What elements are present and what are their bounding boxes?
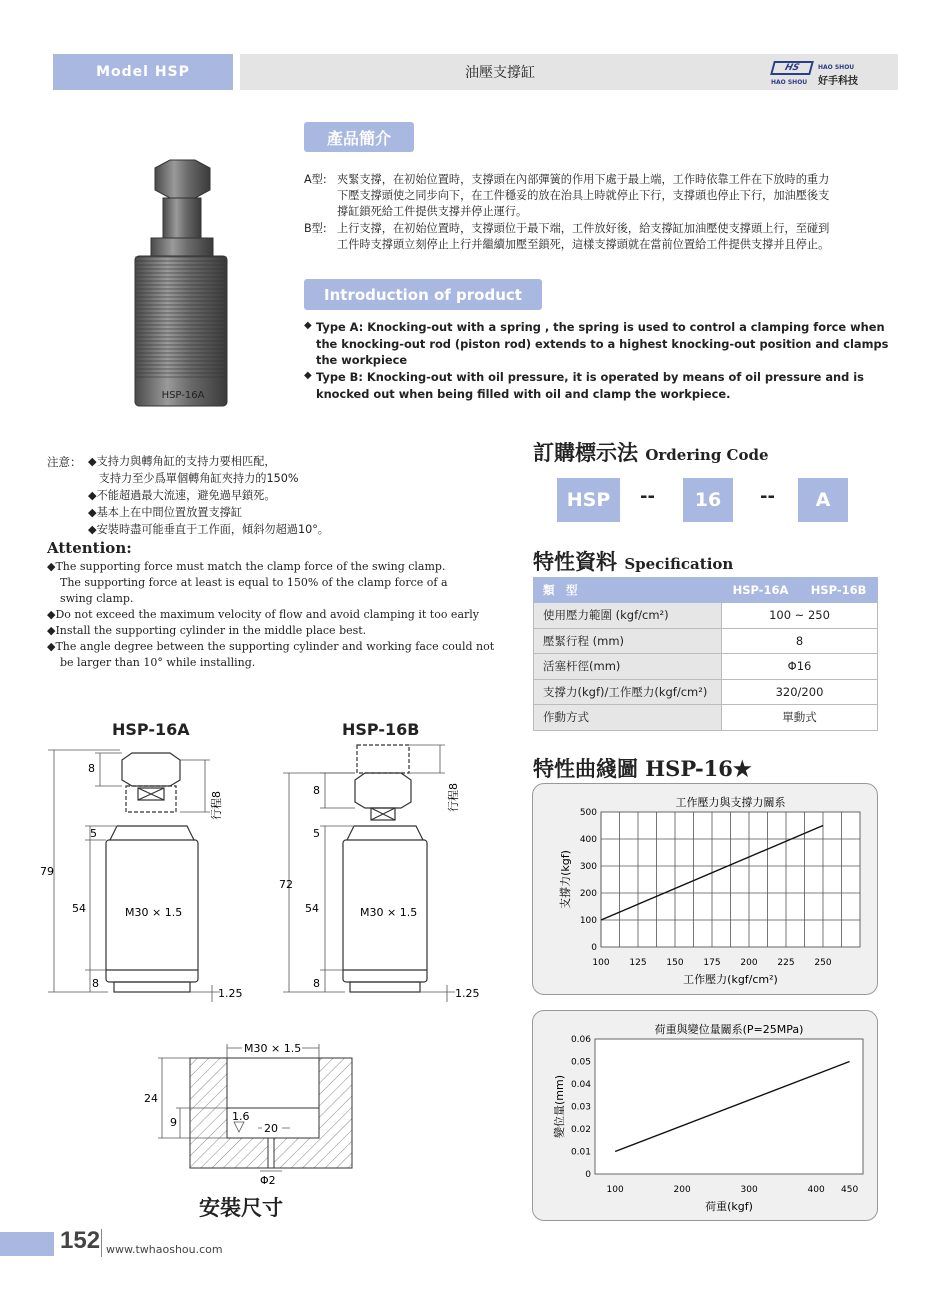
install-shoulder: 9 [170, 1116, 177, 1129]
intro-cn-heading: 產品簡介 [304, 122, 414, 152]
order-code-type: A [798, 478, 848, 522]
plot-area [595, 1039, 863, 1174]
spec-header-type: 類 型 [534, 578, 722, 603]
drawing-install [140, 1036, 370, 1186]
dim-gap: 1.25 [218, 987, 243, 1000]
table-row [534, 654, 878, 680]
note-item: ◆支持力與轉角缸的支持力要相匹配， [88, 455, 276, 468]
notes-list [88, 453, 329, 538]
spec-header-b: HSP-16B [800, 578, 878, 603]
x-tick-label: 225 [777, 958, 795, 968]
dim-thread: M30 × 1.5 [360, 906, 418, 919]
install-thread: M30 × 1.5 [244, 1042, 302, 1055]
x-tick-label: 450 [841, 1185, 859, 1195]
intro-en-heading: Introduction of product [304, 279, 542, 310]
attention-item: ◆Do not exceed the maximum velocity of flow and avoid clamping it too early [47, 608, 479, 621]
product-marking: HSP-16A [161, 390, 205, 401]
y-tick-label: 0 [585, 1170, 591, 1180]
install-port: Φ2 [260, 1174, 276, 1186]
dim-gap: 1.25 [455, 987, 480, 1000]
page-title: 油壓支撐缸 [465, 65, 535, 81]
spec-header-a: HSP-16A [722, 578, 800, 603]
bullet-icon: ◆ [304, 370, 312, 381]
product-image [125, 150, 240, 415]
spec-label: 作動方式 [534, 705, 722, 731]
notes-tag: 注意： [47, 455, 82, 469]
footer-bar [0, 1232, 54, 1256]
dim-hex: 5 [90, 827, 97, 840]
y-tick-label: 0.06 [570, 1035, 591, 1045]
ordering-title-en: Ordering Code [645, 446, 769, 464]
type-a-tag: A型: [304, 173, 327, 186]
table-row [534, 679, 878, 705]
dim-total: 79 [40, 865, 54, 878]
note-item: ◆不能超過最大流速，避免過早鎖死。 [88, 489, 276, 502]
curve-title: 特性曲綫圖 HSP-16★ [533, 756, 752, 781]
dim-hex: 5 [313, 827, 320, 840]
spec-label: 支撐力(kgf)/工作壓力(kgf/cm²) [534, 679, 722, 705]
drawing-hsp16a [40, 740, 260, 1005]
spec-value: 8 [722, 628, 878, 654]
ordering-title [533, 437, 769, 467]
y-tick-label: 100 [579, 916, 597, 926]
x-tick-label: 100 [592, 958, 610, 968]
spec-header-row [534, 578, 878, 603]
model-label: Model HSP [53, 54, 233, 90]
spec-label: 使用壓力範圍 (kgf/cm²) [534, 603, 722, 629]
y-tick-label: 0.02 [570, 1125, 591, 1135]
note-item: 支持力至少爲單個轉角缸夾持力的150% [88, 472, 299, 485]
table-row [534, 705, 878, 731]
brand-logo: HS [770, 61, 814, 75]
y-tick-label: 0.05 [570, 1057, 591, 1068]
table-row [534, 603, 878, 629]
x-axis-label: 工作壓力(kgf/cm²) [683, 973, 778, 986]
spec-title-cn: 特性資料 [533, 549, 617, 574]
x-tick-label: 200 [673, 1185, 691, 1195]
footer-url: www.twhaoshou.com [106, 1243, 223, 1256]
spec-title [533, 546, 733, 576]
install-title: 安裝尺寸 [199, 1195, 283, 1220]
install-bore: 20 [264, 1122, 278, 1135]
y-tick-label: 500 [579, 808, 597, 818]
type-a-desc-cn: 夾緊支撐，在初始位置時，支撐頭在內部彈簧的作用下處于最上端，工作時依靠工件在下放時的重力下壓支撐頭使之同步向下，在工件穩妥的放在治具上時就停止下行，支撐頭也停止下行，加油壓後支撐缸鎖死給工件提供支撐并停止運行。 [337, 173, 830, 218]
y-tick-label: 300 [579, 862, 597, 872]
attention-item: swing clamp. [60, 592, 134, 605]
attention-item: The supporting force at least is equal to 150% of the clamp force of a [60, 576, 448, 589]
attention-title: Attention: [47, 539, 132, 557]
drawing-a-title: HSP-16A [112, 720, 190, 739]
x-tick-label: 125 [629, 958, 647, 968]
x-tick-label: 100 [606, 1185, 624, 1195]
chart-frame-pressure [532, 783, 878, 995]
spec-table [533, 577, 878, 731]
brand-name-cn: 好手科技 [818, 76, 858, 87]
ordering-title-cn: 訂購標示法 [533, 440, 638, 465]
y-tick-label: 400 [579, 835, 597, 845]
dim-head: 8 [88, 762, 95, 775]
spec-value: 單動式 [722, 705, 878, 731]
chart-title: 工作壓力與支撐力關系 [675, 796, 786, 809]
dim-total: 72 [279, 878, 293, 891]
x-tick-label: 400 [807, 1185, 825, 1195]
chart-load-displacement [533, 1011, 879, 1222]
dim-bottom: 8 [92, 977, 99, 990]
dim-thread: M30 × 1.5 [125, 906, 183, 919]
y-axis-label: 變位量(mm) [553, 1074, 566, 1139]
page-number: 152 [60, 1227, 101, 1254]
spec-value: 100 ~ 250 [722, 603, 878, 629]
type-a-desc-en: Type A: Knocking-out with a spring , the spring is used to control a clamping force when the knocking-out rod (piston rod) extends to a highest knocking-out position and clamps the workpiece [316, 320, 889, 367]
spec-value: 320/200 [722, 679, 878, 705]
chart-title: 荷重與變位量關系(P=25MPa) [654, 1023, 804, 1036]
drawing-b-title: HSP-16B [342, 720, 420, 739]
dim-stroke: 行程8 [210, 791, 223, 820]
order-code-dash: -- [760, 486, 775, 507]
y-tick-label: 0 [591, 943, 597, 953]
order-code-size: 16 [683, 478, 733, 522]
attention-list [47, 559, 507, 671]
y-tick-label: 0.03 [570, 1102, 591, 1113]
x-tick-label: 175 [703, 958, 721, 968]
spec-label: 壓緊行程 (mm) [534, 628, 722, 654]
attention-item: ◆The supporting force must match the clamp force of the swing clamp. [47, 560, 446, 573]
dim-head: 8 [313, 784, 320, 797]
drawing-hsp16b [275, 740, 495, 1005]
dim-body: 54 [72, 902, 86, 915]
attention-item: be larger than 10° while installing. [60, 656, 256, 669]
chart-frame-load [532, 1010, 878, 1221]
brand-logo-sub: HAO SHOU [771, 79, 808, 86]
chart-pressure-force [533, 784, 879, 996]
table-row [534, 628, 878, 654]
note-item: ◆基本上在中間位置放置支撐缸 [88, 506, 243, 519]
x-axis-label: 荷重(kgf) [705, 1200, 753, 1213]
y-tick-label: 0.01 [570, 1147, 591, 1158]
type-b-tag: B型: [304, 222, 327, 235]
attention-item: ◆Install the supporting cylinder in the middle place best. [47, 624, 367, 637]
x-tick-label: 150 [666, 958, 684, 968]
note-item: ◆安裝時盡可能垂直于工作面，傾斜勿超過10°。 [88, 523, 329, 536]
dim-bottom: 8 [313, 977, 320, 990]
x-tick-label: 300 [740, 1185, 758, 1195]
brand-name-en: HAO SHOU [818, 64, 855, 71]
bullet-icon: ◆ [304, 320, 312, 331]
y-tick-label: 0.04 [570, 1080, 591, 1090]
footer-divider [101, 1229, 102, 1257]
y-axis-label: 支撐力(kgf) [559, 850, 572, 909]
type-b-desc-cn: 上行支撐，在初始位置時，支撐頭位于最下端，工件放好後，給支撐缸加油壓使支撐頭上行，至碰到工件時支撐頭立刻停止上行并繼續加壓至鎖死，這樣支撐頭就在當前位置給工件提供支撐并且停止。 [337, 222, 830, 251]
order-code-dash: -- [640, 486, 655, 507]
attention-item: ◆The angle degree between the supporting cylinder and working face could not [47, 640, 495, 653]
x-tick-label: 200 [740, 958, 758, 968]
order-code-series: HSP [557, 478, 620, 522]
spec-value: Φ16 [722, 654, 878, 680]
dim-stroke: 行程8 [447, 783, 460, 812]
dim-body: 54 [305, 902, 319, 915]
x-tick-label: 250 [814, 958, 832, 968]
spec-title-en: Specification [624, 555, 734, 573]
install-chamfer: 1.6 [232, 1110, 250, 1123]
spec-label: 活塞杆徑(mm) [534, 654, 722, 680]
install-depth: 24 [144, 1092, 158, 1105]
type-b-desc-en: Type B: Knocking-out with oil pressure, it is operated by means of oil pressure and is knocked out when being filled with oil and clamp the workpiece. [316, 370, 864, 401]
y-tick-label: 200 [579, 889, 597, 899]
